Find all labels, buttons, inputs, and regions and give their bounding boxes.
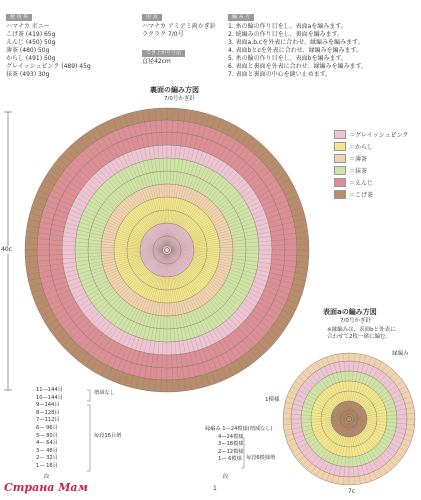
size-value: 直径42cm (142, 58, 171, 65)
edge-row-item: 1— 6模様 (218, 456, 242, 463)
legend-item (334, 128, 408, 140)
back-chart-subtitle: 7/0号かぎ針 (164, 96, 195, 102)
legend-item (334, 188, 408, 200)
materials-line: ハマナカ ボニー (6, 23, 50, 30)
materials-line: こげ茶 (419) 65g (6, 31, 56, 38)
page-number: 1 (213, 485, 217, 492)
row-count-item: 5— 80目 (36, 432, 58, 439)
edge-bracket (240, 437, 246, 471)
legend-item (334, 152, 408, 164)
front-crochet-chart (282, 352, 416, 486)
row-increase: 毎段16目増 (94, 433, 122, 439)
method-header: 編 み 方 (228, 14, 254, 21)
legend-swatch (334, 178, 346, 187)
row-count-item: 8—128目 (36, 409, 60, 416)
method-section (228, 3, 367, 79)
edge-row-item: 縁編み 1—24模様(増減なし) (205, 426, 273, 432)
front-bottom-label: 7c (348, 488, 356, 495)
legend-label: ＝グレイッシュピンク (349, 131, 409, 139)
front-edge-label: 縁編み (392, 351, 409, 357)
row-brackets (86, 388, 94, 478)
row-count-item: 3— 48目 (36, 447, 58, 454)
materials-line: 抹茶 (493) 30g (6, 71, 50, 78)
dimension-label: 40c (1, 246, 12, 253)
back-chart-title: 裏面の編み方図 (150, 86, 199, 94)
row-no-change: 増減なし (94, 390, 115, 396)
row-count-item: 4— 64目 (36, 440, 58, 447)
back-crochet-chart (14, 105, 320, 395)
materials-line: グレイッシュピンク (489) 45g (6, 63, 91, 70)
watermark: Страна Мам (4, 481, 88, 494)
legend-label: ＝こげ茶 (349, 191, 374, 199)
materials-line: からし (491) 50g (6, 55, 56, 62)
legend-label: ＝薄茶 (349, 155, 368, 163)
materials-line: 薄茶 (480) 50g (6, 47, 50, 54)
row-count-list (36, 387, 63, 471)
legend-label: ＝抹茶 (349, 167, 368, 175)
row-count-item: 11—144目 (36, 387, 63, 393)
front-chart-title: 表面aの編み方図 (323, 308, 377, 316)
size-header: でき上がり寸法 (142, 50, 185, 57)
tools-line: ラクラク 7/0号 (142, 31, 184, 38)
row-count-item: 2— 32目 (36, 455, 58, 462)
edge-row-item: 3—18模様 (218, 441, 244, 448)
tools-header: 用 具 (142, 14, 162, 21)
row-count-item: 6— 96目 (36, 424, 58, 431)
legend-item (334, 176, 408, 188)
front-pattern-label: 1模様 (265, 397, 280, 403)
method-step-line: 7. 表面と裏面の中心を縫い止めます。 (228, 71, 332, 78)
method-step-line: 5. 糸の輪の作り目をし、表面bを編みます。 (228, 55, 347, 62)
legend-swatch (334, 130, 346, 139)
edge-footer: 段 (223, 474, 229, 480)
legend-item (334, 140, 408, 152)
front-note-line-1: ※縁編みは、表面bと外表に (327, 327, 396, 333)
edge-row-item: 2—12模様 (218, 448, 244, 455)
legend-item (334, 164, 408, 176)
tools-line: ハマナカ アミアミ両かぎ針 (142, 23, 216, 30)
legend-label: ＝えんじ (349, 179, 374, 187)
method-step-line: 6. 表面と裏面を外表に合わせ、縁編みを編みます。 (228, 63, 367, 70)
method-step-line: 3. 表面a,b,cを外表に合わせ、縁編みを編みます。 (228, 39, 364, 46)
front-chart-subtitle: 7/0号かぎ針 (340, 318, 371, 324)
row-count-item: 9—144目 (36, 402, 60, 409)
materials-header: 使 用 糸 (6, 14, 32, 21)
row-count-item: 1— 16目 (36, 462, 58, 469)
front-chart-note (327, 327, 396, 341)
legend-swatch (334, 154, 346, 163)
method-step-line: 4. 表面bとcを外表に合わせ、縁編みを編みます。 (228, 47, 363, 54)
legend-label: ＝からし (349, 143, 374, 151)
legend-swatch (334, 142, 346, 151)
edge-row-item: 4—24模様 (218, 433, 244, 440)
color-legend (334, 128, 408, 200)
method-step-line: 1. 糸の輪の作り目をし、表面aを編みます。 (228, 23, 347, 30)
tools-section (142, 3, 216, 66)
legend-swatch (334, 190, 346, 199)
legend-swatch (334, 166, 346, 175)
materials-line: えんじ (450) 50g (6, 39, 56, 46)
front-note-line-2: 合わせて2枚一緒に編む。 (327, 334, 392, 340)
row-count-item: 10—144目 (36, 394, 63, 401)
edge-increase: 毎段6模様増 (246, 455, 276, 461)
materials-section (6, 3, 91, 79)
method-step-line: 2. 続編みの作り目をし、裏面を編みます。 (228, 31, 344, 38)
row-count-item: 7—112目 (36, 417, 60, 424)
row-footer: 段 (44, 474, 50, 480)
